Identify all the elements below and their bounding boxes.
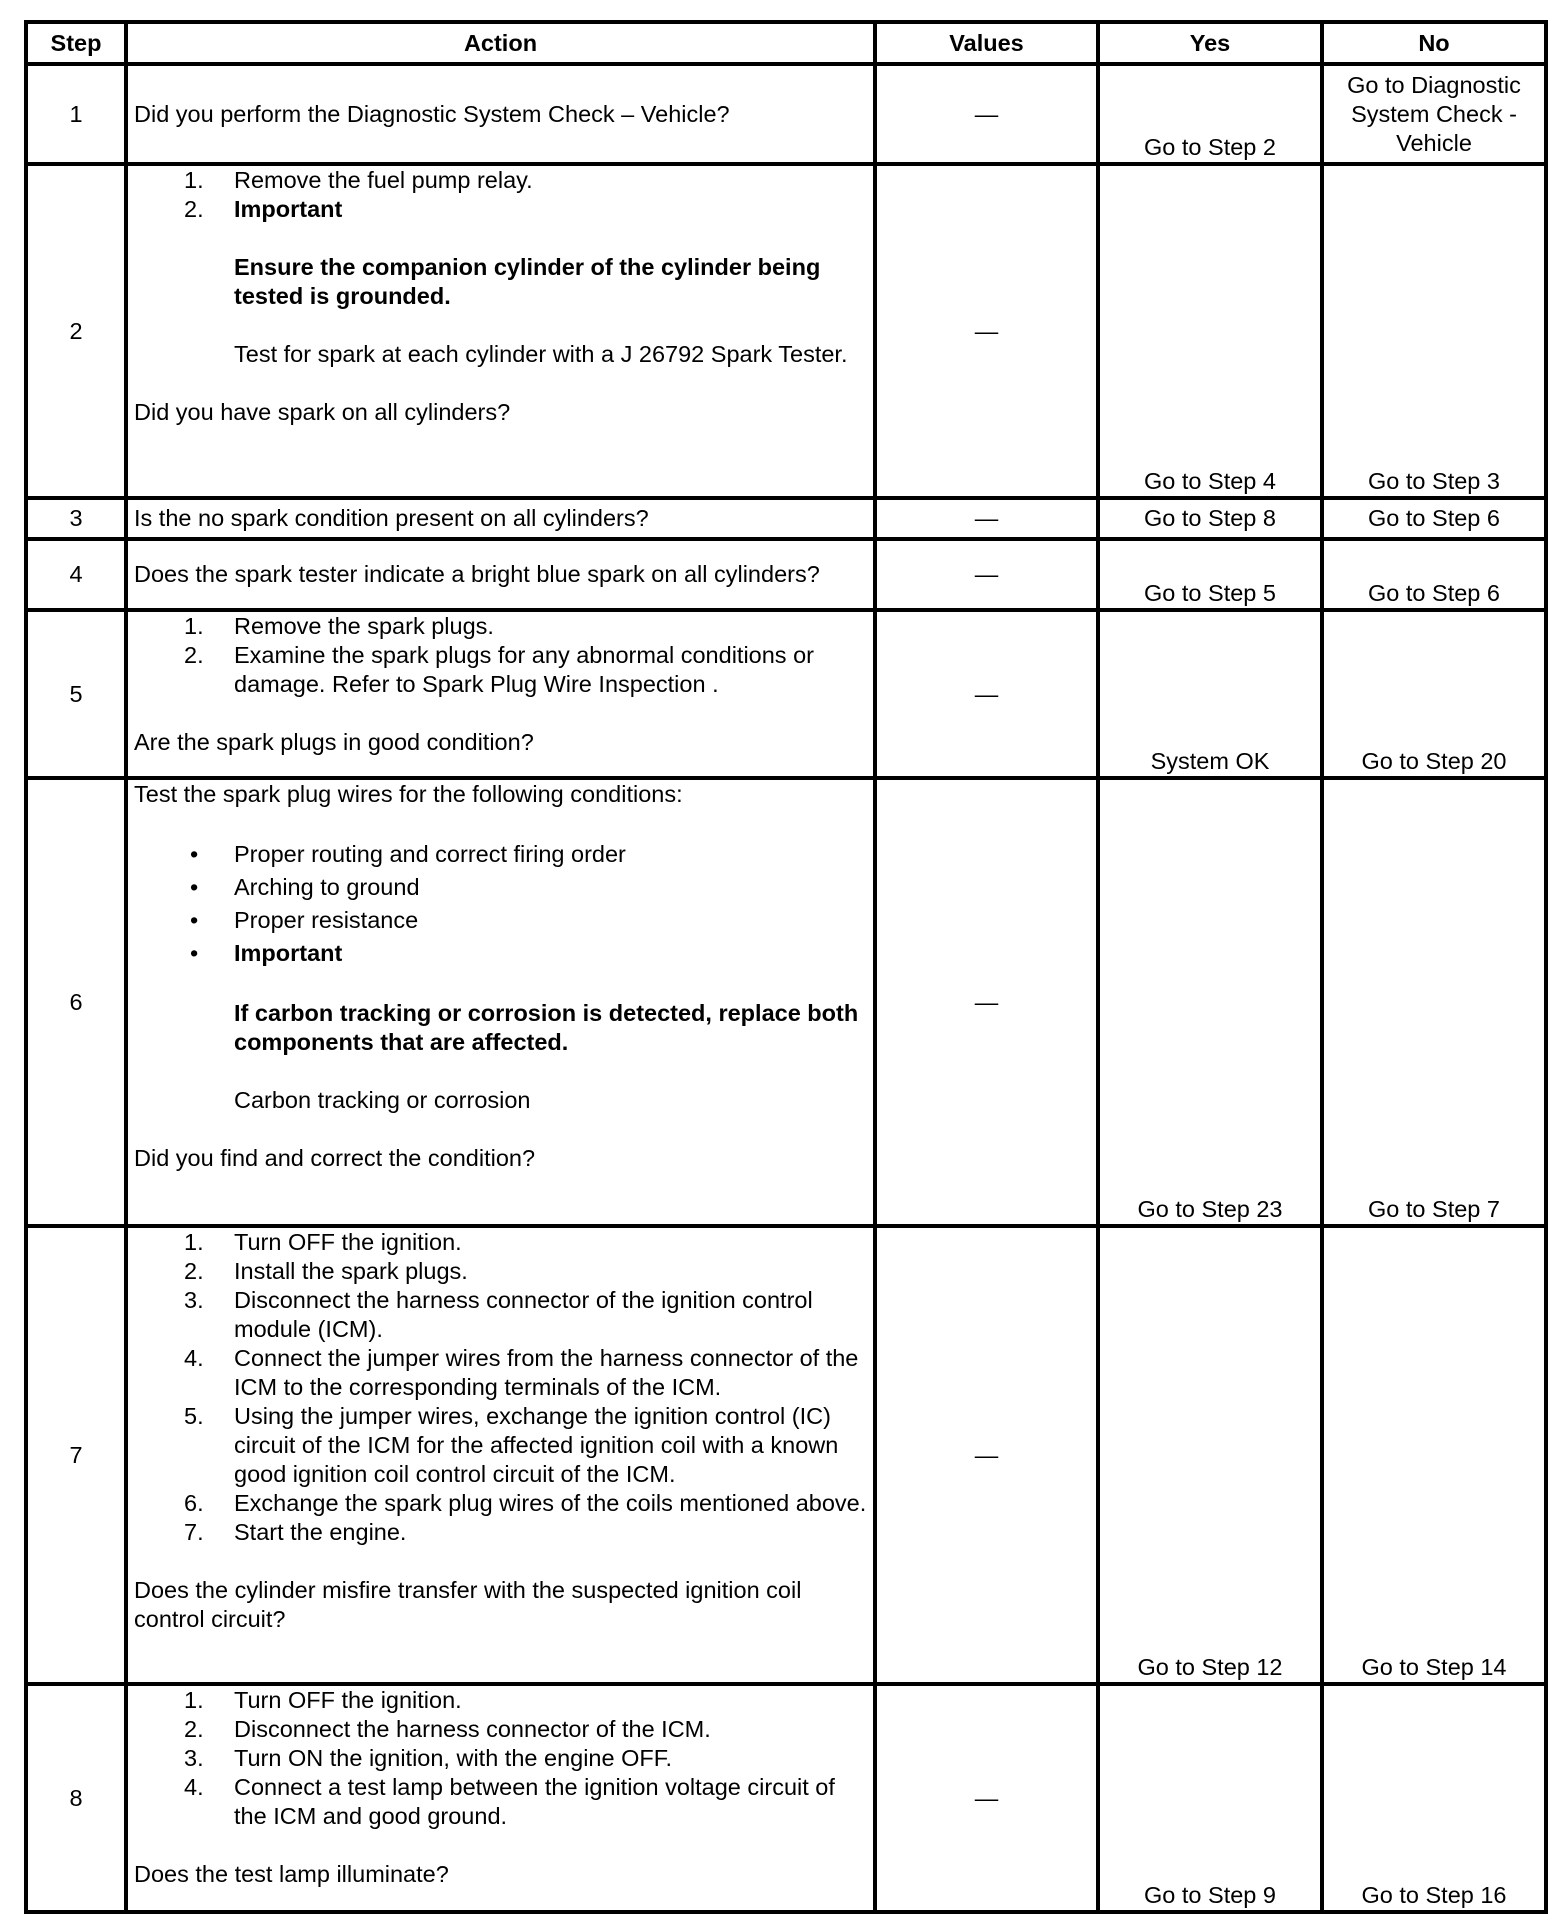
no-cell: Go to Step 14 (1322, 1226, 1546, 1684)
question-text: Did you perform the Diagnostic System Check – Vehicle? (134, 100, 730, 127)
value-cell: — (875, 498, 1098, 539)
important-note: If carbon tracking or corrosion is detected, replace both components that are affected. (234, 1000, 859, 1055)
list-item: 4. Connect the jumper wires from the harness connector of the ICM to the corresponding terminals of the ICM. (184, 1345, 859, 1400)
action-cell (126, 610, 875, 778)
yes-cell: Go to Step 8 (1098, 498, 1322, 539)
list-item: 6. Exchange the spark plug wires of the coils mentioned above. (184, 1490, 867, 1516)
value-cell: — (875, 64, 1098, 164)
question-text: Does the spark tester indicate a bright blue spark on all cylinders? (134, 561, 820, 587)
value-cell: — (875, 610, 1098, 778)
table-row-step-2 (26, 164, 1546, 498)
step-number: 8 (26, 1684, 126, 1912)
action-cell (126, 498, 875, 539)
list-item: 1. Turn OFF the ignition. (184, 1229, 462, 1255)
question-text: Are the spark plugs in good condition? (134, 729, 534, 755)
no-cell: Go to Step 7 (1322, 778, 1546, 1226)
yes-cell: System OK (1098, 610, 1322, 778)
list-item: 2. Examine the spark plugs for any abnormal conditions or damage. Refer to Spark Plug Wire Inspection . (184, 642, 814, 697)
question-text: Did you find and correct the condition? (134, 1145, 536, 1171)
yes-cell: Go to Step 23 (1098, 778, 1322, 1226)
list-item: 7. Start the engine. (184, 1519, 407, 1545)
no-cell: Go to Step 6 (1322, 498, 1546, 539)
list-item: • Arching to ground (190, 874, 420, 900)
header-row (26, 22, 1546, 64)
question-text: Does the test lamp illuminate? (134, 1861, 449, 1887)
action-cell (126, 539, 875, 610)
question-text: Did you have spark on all cylinders? (134, 399, 511, 425)
no-cell: Go to Step 20 (1322, 610, 1546, 778)
no-cell: Go to Diagnostic System Check - Vehicle (1322, 64, 1546, 164)
yes-cell: Go to Step 12 (1098, 1226, 1322, 1684)
action-cell (126, 1226, 875, 1684)
table-row-step-6 (26, 778, 1546, 1226)
value-cell: — (875, 164, 1098, 498)
step-list (134, 612, 867, 699)
list-item: • Proper resistance (190, 907, 419, 933)
header-yes: Yes (1098, 22, 1322, 64)
action-cell (126, 64, 875, 164)
yes-cell: Go to Step 4 (1098, 164, 1322, 498)
intro-text: Test the spark plug wires for the following conditions: (134, 781, 683, 807)
header-step: Step (26, 22, 126, 64)
step-number: 2 (26, 164, 126, 498)
step-number: 7 (26, 1226, 126, 1684)
no-cell: Go to Step 6 (1322, 539, 1546, 610)
table-row-step-8 (26, 1684, 1546, 1912)
step-number: 1 (26, 64, 126, 164)
yes-cell: Go to Step 2 (1098, 64, 1322, 164)
step-list (134, 166, 867, 224)
list-item: 4. Connect a test lamp between the ignition voltage circuit of the ICM and good ground. (184, 1774, 835, 1829)
value-cell: — (875, 1684, 1098, 1912)
question-text: Is the no spark condition present on all cylinders? (134, 505, 649, 531)
list-item: 1. Remove the fuel pump relay. (184, 167, 533, 193)
header-action: Action (126, 22, 875, 64)
action-cell (126, 164, 875, 498)
important-note: Ensure the companion cylinder of the cylinder being tested is grounded. (234, 254, 821, 309)
condition-list (134, 838, 867, 970)
note-text: Carbon tracking or corrosion (234, 1087, 531, 1113)
header-no: No (1322, 22, 1546, 64)
action-cell (126, 1684, 875, 1912)
header-values: Values (875, 22, 1098, 64)
list-item: 3. Disconnect the harness connector of the ignition control module (ICM). (184, 1287, 813, 1342)
table-row-step-4 (26, 539, 1546, 610)
list-item: 2. Install the spark plugs. (184, 1258, 468, 1284)
step-number: 3 (26, 498, 126, 539)
yes-cell: Go to Step 5 (1098, 539, 1322, 610)
list-item: • Important (190, 940, 343, 966)
value-cell: — (875, 778, 1098, 1226)
step-number: 4 (26, 539, 126, 610)
step-list (134, 1686, 867, 1831)
no-cell: Go to Step 16 (1322, 1684, 1546, 1912)
action-cell (126, 778, 875, 1226)
list-item: 5. Using the jumper wires, exchange the ignition control (IC) circuit of the ICM for the affected ignition coil with a known good ignition coil control circuit of the ICM. (184, 1403, 839, 1487)
list-item: 1. Turn OFF the ignition. (184, 1687, 462, 1713)
list-item: 2. Disconnect the harness connector of the ICM. (184, 1716, 711, 1742)
diagnostic-table (24, 20, 1548, 1914)
list-item: 1. Remove the spark plugs. (184, 613, 494, 639)
list-item: 2. Important (184, 196, 343, 222)
yes-cell: Go to Step 9 (1098, 1684, 1322, 1912)
question-text: Does the cylinder misfire transfer with the suspected ignition coil control circuit? (134, 1577, 802, 1632)
table-row-step-7 (26, 1226, 1546, 1684)
value-cell: — (875, 539, 1098, 610)
no-cell: Go to Step 3 (1322, 164, 1546, 498)
list-item: 3. Turn ON the ignition, with the engine OFF. (184, 1745, 673, 1771)
note-text: Test for spark at each cylinder with a J 26792 Spark Tester. (234, 341, 848, 367)
table-row-step-5 (26, 610, 1546, 778)
list-item: • Proper routing and correct firing order (190, 841, 626, 867)
step-number: 5 (26, 610, 126, 778)
table-row-step-3 (26, 498, 1546, 539)
step-number: 6 (26, 778, 126, 1226)
step-list (134, 1228, 867, 1547)
value-cell: — (875, 1226, 1098, 1684)
table-row-step-1 (26, 64, 1546, 164)
